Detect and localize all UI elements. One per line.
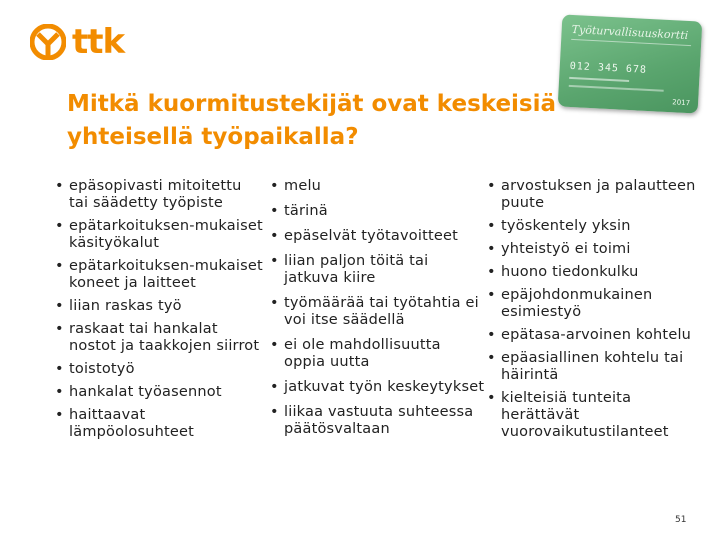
list-item: • yhteistyö ei toimi bbox=[487, 241, 712, 258]
list-item: • tärinä bbox=[270, 203, 485, 220]
card-number: 012 345 678 bbox=[569, 60, 648, 76]
list-item: • arvostuksen ja palautteen puute bbox=[487, 178, 712, 212]
card-year: 2017 bbox=[672, 98, 691, 108]
list-item: • epäjohdonmukainen esimiestyö bbox=[487, 287, 712, 321]
list-item: • ei ole mahdollisuutta oppia uutta bbox=[270, 337, 485, 371]
list-item: • epäsopivasti mitoitettu tai säädetty työpiste bbox=[55, 178, 265, 212]
list-item: • jatkuvat työn keskeytykset bbox=[270, 379, 485, 396]
list-item: • melu bbox=[270, 178, 485, 195]
list-item: • raskaat tai hankalat nostot ja taakkojen siirrot bbox=[55, 321, 265, 355]
list-item: • työmäärää tai työtahtia ei voi itse säädellä bbox=[270, 295, 485, 329]
list-item: • työskentely yksin bbox=[487, 218, 712, 235]
card-text-line bbox=[569, 85, 664, 92]
factor-list-physical bbox=[55, 178, 265, 447]
list-item: • haittaavat lämpöolosuhteet bbox=[55, 407, 265, 441]
list-item: • epäasiallinen kohtelu tai häirintä bbox=[487, 350, 712, 384]
list-item: • liian paljon töitä tai jatkuva kiire bbox=[270, 253, 485, 287]
ttk-logo-mark-icon bbox=[30, 24, 66, 60]
list-item: • hankalat työasennot bbox=[55, 384, 265, 401]
factor-list-social bbox=[487, 178, 712, 447]
list-item: • epäselvät työtavoitteet bbox=[270, 228, 485, 245]
list-item: • huono tiedonkulku bbox=[487, 264, 712, 281]
list-item: • epätarkoituksen-mukaiset koneet ja laitteet bbox=[55, 258, 265, 292]
list-item: • liian raskas työ bbox=[55, 298, 265, 315]
page-number: 51 bbox=[675, 515, 687, 525]
card-name: Työturvallisuuskortti bbox=[571, 22, 689, 42]
slide-title: Mitkä kuormitustekijät ovat keskeisiä yhteisellä työpaikalla? bbox=[67, 91, 557, 150]
logo-text: ttk bbox=[72, 22, 125, 62]
factor-list-work bbox=[270, 178, 485, 446]
card-text-line bbox=[569, 77, 629, 82]
ttk-logo bbox=[30, 22, 124, 62]
safety-card-image bbox=[558, 14, 703, 113]
list-item: • toistotyö bbox=[55, 361, 265, 378]
list-item: • epätarkoituksen-mukaiset käsityökalut bbox=[55, 218, 265, 252]
list-item: • kielteisiä tunteita herättävät vuorovaikutustilanteet bbox=[487, 390, 712, 441]
list-item: • epätasa-arvoinen kohtelu bbox=[487, 327, 712, 344]
list-item: • liikaa vastuuta suhteessa päätösvaltaan bbox=[270, 404, 485, 438]
